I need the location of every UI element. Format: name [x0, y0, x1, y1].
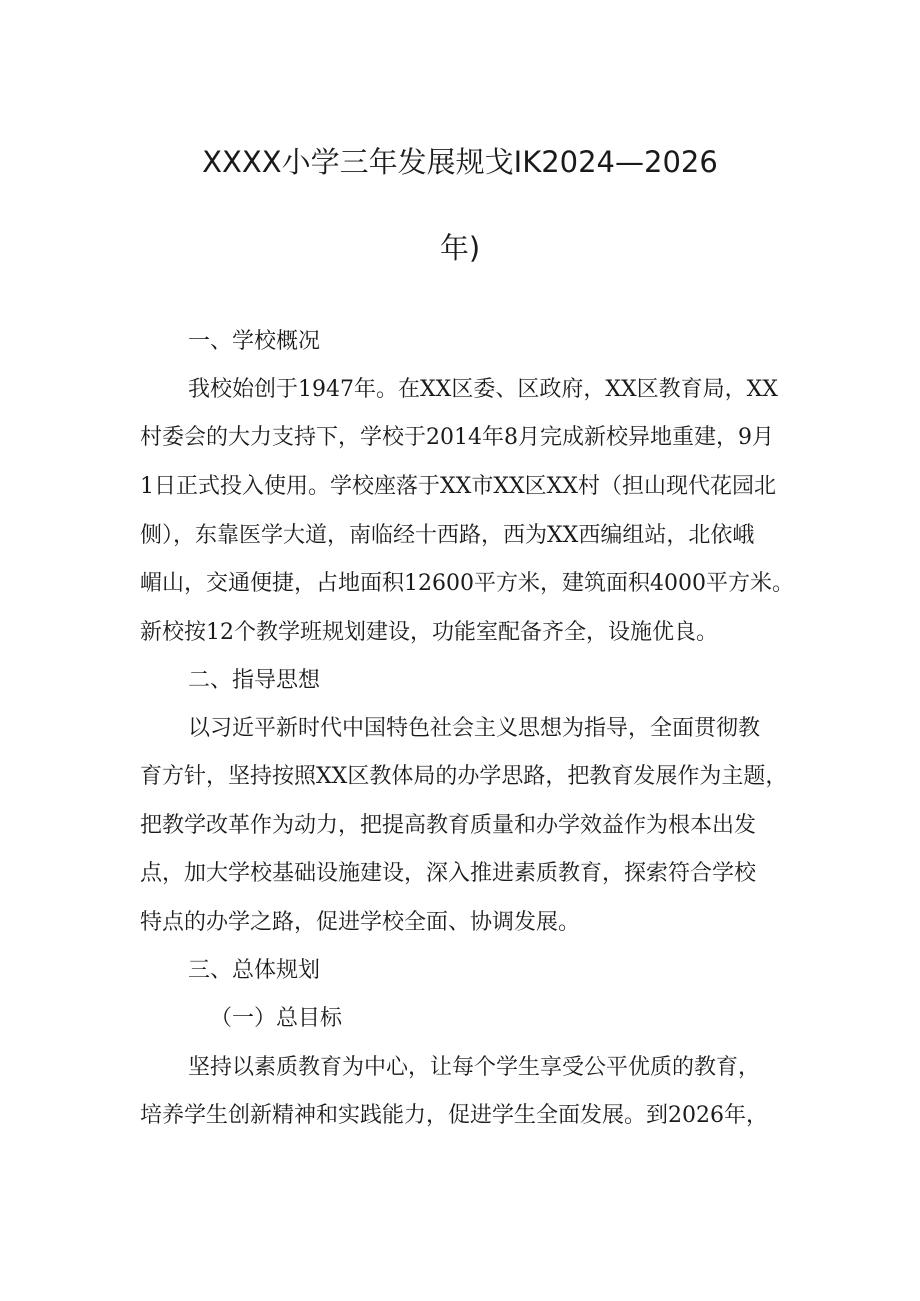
document-title-line-1: XXXX小学三年发展规戈IK2024—2026 — [202, 145, 718, 179]
paragraph-line: 以习近平新时代中国特色社会主义思想为指导，全面贯彻教 — [188, 716, 761, 741]
paragraph-line: 嵋山，交通便捷，占地面积12600平方米，建筑面积4000平方米。 — [140, 571, 794, 596]
paragraph-line: 村委会的大力支持下，学校于2014年8月完成新校异地重建，9月 — [140, 425, 774, 450]
paragraph-line: 点，加大学校基础设施建设，深入推进素质教育，探索符合学校 — [140, 861, 757, 886]
section-heading-school-overview: 一、学校概况 — [188, 329, 321, 354]
paragraph-line: 培养学生创新精神和实践能力，促进学生全面发展。到2026年， — [140, 1103, 768, 1128]
subsection-heading-overall-goal: （一）总目标 — [210, 1006, 343, 1031]
paragraph-line: 把教学改革作为动力，把提高教育质量和办学效益作为根本出发 — [140, 813, 757, 838]
paragraph-line: 我校始创于1947年。在XX区委、区政府，XX区教育局，XX — [188, 377, 778, 402]
paragraph-line: 育方针，坚持按照XX区教体局的办学思路，把教育发展作为主题， — [140, 764, 788, 789]
paragraph-line: 特点的办学之路，促进学校全面、协调发展。 — [140, 910, 581, 935]
paragraph-line: 侧），东靠医学大道，南临经十西路，西为XX西编组站，北依峨 — [140, 523, 755, 548]
paragraph-line: 坚持以素质教育为中心，让每个学生享受公平优质的教育， — [188, 1055, 761, 1080]
section-heading-overall-plan: 三、总体规划 — [188, 958, 321, 983]
paragraph-line: 新校按12个教学班规划建设，功能室配备齐全，设施优良。 — [140, 620, 718, 645]
paragraph-line: 1日正式投入使用。学校座落于XX市XX区XX村（担山现代花园北 — [140, 474, 776, 499]
section-heading-guiding-ideology: 二、指导思想 — [188, 668, 321, 693]
document-title-line-2: 年) — [439, 231, 481, 265]
